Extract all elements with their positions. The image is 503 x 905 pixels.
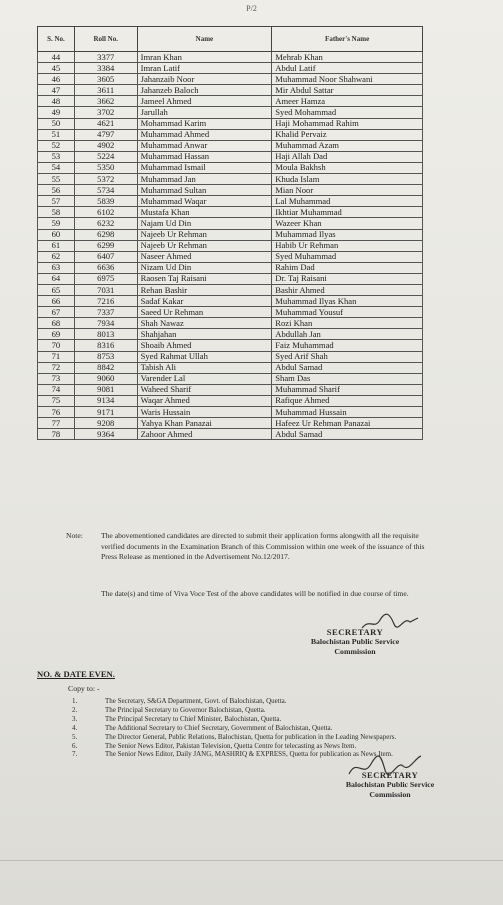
cell-roll-no: 3702 bbox=[74, 107, 137, 118]
cell-fathers-name: Sham Das bbox=[272, 373, 423, 384]
table-row bbox=[38, 96, 423, 107]
cell-roll-no: 3605 bbox=[74, 74, 137, 85]
cell-name: Najam Ud Din bbox=[137, 218, 272, 229]
cell-roll-no: 5734 bbox=[74, 185, 137, 196]
table-row bbox=[38, 307, 423, 318]
table-row bbox=[38, 196, 423, 207]
cell-roll-no: 8316 bbox=[74, 340, 137, 351]
cell-name: Zahoor Ahmed bbox=[137, 429, 272, 440]
table-row bbox=[38, 362, 423, 373]
cell-roll-no: 3662 bbox=[74, 96, 137, 107]
cell-fathers-name: Syed Muhammad bbox=[272, 251, 423, 262]
cell-name: Waqar Ahmed bbox=[137, 395, 272, 406]
cell-name: Mohammad Karim bbox=[137, 118, 272, 129]
cell-name: Shah Nawaz bbox=[137, 318, 272, 329]
cell-roll-no: 4902 bbox=[74, 140, 137, 151]
cell-sno: 47 bbox=[38, 85, 75, 96]
cell-roll-no: 6299 bbox=[74, 240, 137, 251]
cell-fathers-name: Ikhtiar Muhammad bbox=[272, 207, 423, 218]
cell-sno: 52 bbox=[38, 140, 75, 151]
cell-fathers-name: Muhammad Ilyas bbox=[272, 229, 423, 240]
cell-sno: 67 bbox=[38, 307, 75, 318]
cell-roll-no: 6407 bbox=[74, 251, 137, 262]
cell-name: Raosen Taj Raisani bbox=[137, 273, 272, 284]
cell-name: Syed Rahmat Ullah bbox=[137, 351, 272, 362]
cell-roll-no: 9060 bbox=[74, 373, 137, 384]
note-label: Note: bbox=[66, 531, 83, 540]
cell-name: Shoaib Ahmed bbox=[137, 340, 272, 351]
cell-fathers-name: Dr. Taj Raisani bbox=[272, 273, 423, 284]
copy-to-label: Copy to: - bbox=[68, 684, 100, 693]
signature-block-1 bbox=[295, 627, 415, 657]
cell-name: Muhammad Sultan bbox=[137, 185, 272, 196]
cell-roll-no: 3377 bbox=[74, 52, 137, 63]
table-row bbox=[38, 129, 423, 140]
cell-roll-no: 9171 bbox=[74, 407, 137, 418]
cell-name: Jahanzaib Noor bbox=[137, 74, 272, 85]
table-row bbox=[38, 418, 423, 429]
cell-sno: 69 bbox=[38, 329, 75, 340]
table-row bbox=[38, 229, 423, 240]
cell-roll-no: 5839 bbox=[74, 196, 137, 207]
cell-fathers-name: Muhammad Azam bbox=[272, 140, 423, 151]
cell-sno: 54 bbox=[38, 162, 75, 173]
table-row bbox=[38, 262, 423, 273]
cell-name: Saeed Ur Rehman bbox=[137, 307, 272, 318]
cell-fathers-name: Abdul Samad bbox=[272, 362, 423, 373]
cell-name: Muhammad Ahmed bbox=[137, 129, 272, 140]
cell-name: Muhammad Waqar bbox=[137, 196, 272, 207]
cell-fathers-name: Rafique Ahmed bbox=[272, 395, 423, 406]
cell-fathers-name: Rozi Khan bbox=[272, 318, 423, 329]
signature-org-line2: Commission bbox=[334, 647, 376, 656]
table-row bbox=[38, 395, 423, 406]
signature-title: SECRETARY bbox=[361, 770, 419, 780]
header-fathers-name: Father's Name bbox=[272, 27, 423, 52]
table-row bbox=[38, 74, 423, 85]
cell-fathers-name: Hafeez Ur Rehman Panazai bbox=[272, 418, 423, 429]
cell-roll-no: 9364 bbox=[74, 429, 137, 440]
divider bbox=[0, 860, 503, 861]
cell-sno: 71 bbox=[38, 351, 75, 362]
header-roll-no: Roll No. bbox=[74, 27, 137, 52]
list-item: 1. The Secretary, S&GA Department, Govt. of Balochistan, Quetta. bbox=[72, 697, 287, 705]
cell-name: Rehan Bashir bbox=[137, 284, 272, 295]
cell-fathers-name: Lal Muhammad bbox=[272, 196, 423, 207]
table-row bbox=[38, 407, 423, 418]
table-row bbox=[38, 296, 423, 307]
list-item: 2. The Principal Secretary to Governor Balochistan, Quetta. bbox=[72, 705, 266, 714]
cell-roll-no: 9208 bbox=[74, 418, 137, 429]
cell-sno: 55 bbox=[38, 174, 75, 185]
signature-block-2 bbox=[325, 770, 455, 800]
list-item: 5. The Director General, Public Relations, Balochistan, Quetta for publication in the Leading Newspapers. bbox=[72, 732, 397, 741]
table-row bbox=[38, 218, 423, 229]
cell-sno: 62 bbox=[38, 251, 75, 262]
cell-sno: 64 bbox=[38, 273, 75, 284]
cell-name: Yahya Khan Panazai bbox=[137, 418, 272, 429]
cell-sno: 70 bbox=[38, 340, 75, 351]
table-row bbox=[38, 240, 423, 251]
cell-fathers-name: Muhammad Hussain bbox=[272, 407, 423, 418]
cell-fathers-name: Moula Bakhsh bbox=[272, 162, 423, 173]
table-row bbox=[38, 273, 423, 284]
cell-roll-no: 8013 bbox=[74, 329, 137, 340]
cell-sno: 45 bbox=[38, 63, 75, 74]
cell-name: Waris Hussain bbox=[137, 407, 272, 418]
table-row bbox=[38, 140, 423, 151]
list-item: 6. The Senior News Editor, Pakistan Television, Quetta Centre for telecasting as News Item. bbox=[72, 741, 357, 750]
cell-roll-no: 8842 bbox=[74, 362, 137, 373]
cell-roll-no: 8753 bbox=[74, 351, 137, 362]
cell-sno: 49 bbox=[38, 107, 75, 118]
cell-roll-no: 5372 bbox=[74, 174, 137, 185]
cell-fathers-name: Muhammad Sharif bbox=[272, 384, 423, 395]
table-row bbox=[38, 162, 423, 173]
cell-name: Jarullah bbox=[137, 107, 272, 118]
cell-roll-no: 4797 bbox=[74, 129, 137, 140]
cell-roll-no: 4621 bbox=[74, 118, 137, 129]
table-row bbox=[38, 63, 423, 74]
table-row bbox=[38, 251, 423, 262]
copy-list bbox=[68, 697, 458, 759]
table-row bbox=[38, 329, 423, 340]
cell-name: Muhammad Hassan bbox=[137, 151, 272, 162]
cell-sno: 56 bbox=[38, 185, 75, 196]
cell-name: Naseer Ahmed bbox=[137, 251, 272, 262]
cell-roll-no: 7934 bbox=[74, 318, 137, 329]
cell-sno: 78 bbox=[38, 429, 75, 440]
cell-roll-no: 6232 bbox=[74, 218, 137, 229]
cell-name: Najeeb Ur Rehman bbox=[137, 229, 272, 240]
cell-sno: 58 bbox=[38, 207, 75, 218]
table-row bbox=[38, 52, 423, 63]
cell-name: Sadaf Kakar bbox=[137, 296, 272, 307]
signature-org-line2: Commission bbox=[369, 790, 411, 799]
cell-fathers-name: Rahim Dad bbox=[272, 262, 423, 273]
cell-sno: 74 bbox=[38, 384, 75, 395]
signature-title: SECRETARY bbox=[326, 627, 384, 637]
cell-sno: 44 bbox=[38, 52, 75, 63]
cell-roll-no: 6102 bbox=[74, 207, 137, 218]
cell-name: Muhammad Anwar bbox=[137, 140, 272, 151]
cell-name: Imran Khan bbox=[137, 52, 272, 63]
cell-sno: 73 bbox=[38, 373, 75, 384]
table-row bbox=[38, 340, 423, 351]
cell-fathers-name: Abdul Latif bbox=[272, 63, 423, 74]
cell-name: Najeeb Ur Rehman bbox=[137, 240, 272, 251]
cell-fathers-name: Khuda Islam bbox=[272, 174, 423, 185]
cell-sno: 72 bbox=[38, 362, 75, 373]
cell-fathers-name: Khalid Pervaiz bbox=[272, 129, 423, 140]
cell-roll-no: 3384 bbox=[74, 63, 137, 74]
cell-fathers-name: Haji Mohammad Rahim bbox=[272, 118, 423, 129]
cell-roll-no: 6975 bbox=[74, 273, 137, 284]
cell-fathers-name: Mir Abdul Sattar bbox=[272, 85, 423, 96]
list-item: 3. The Principal Secretary to Chief Minister, Balochistan, Quetta. bbox=[72, 714, 282, 723]
cell-fathers-name: Abdul Samad bbox=[272, 429, 423, 440]
table-row bbox=[38, 373, 423, 384]
cell-fathers-name: Muhammad Noor Shahwani bbox=[272, 74, 423, 85]
cell-name: Nizam Ud Din bbox=[137, 262, 272, 273]
cell-sno: 61 bbox=[38, 240, 75, 251]
table-row bbox=[38, 174, 423, 185]
cell-sno: 77 bbox=[38, 418, 75, 429]
table-row bbox=[38, 429, 423, 440]
cell-sno: 63 bbox=[38, 262, 75, 273]
cell-roll-no: 6636 bbox=[74, 262, 137, 273]
table-row bbox=[38, 318, 423, 329]
cell-name: Jameel Ahmed bbox=[137, 96, 272, 107]
cell-fathers-name: Habib Ur Rehman bbox=[272, 240, 423, 251]
table-row bbox=[38, 151, 423, 162]
cell-sno: 76 bbox=[38, 407, 75, 418]
cell-fathers-name: Syed Arif Shah bbox=[272, 351, 423, 362]
table-row bbox=[38, 118, 423, 129]
table-row bbox=[38, 284, 423, 295]
table-row bbox=[38, 384, 423, 395]
cell-sno: 75 bbox=[38, 395, 75, 406]
table-header-row bbox=[38, 27, 423, 52]
table-row bbox=[38, 351, 423, 362]
list-item: 4. The Additional Secretary to Chief Secretary, Government of Balochistan, Quetta. bbox=[72, 723, 333, 732]
signature-org: Balochistan Public Service bbox=[310, 637, 400, 646]
cell-name: Mustafa Khan bbox=[137, 207, 272, 218]
cell-sno: 66 bbox=[38, 296, 75, 307]
cell-roll-no: 5350 bbox=[74, 162, 137, 173]
cell-name: Muhammad Jan bbox=[137, 174, 272, 185]
cell-name: Shahjahan bbox=[137, 329, 272, 340]
cell-sno: 65 bbox=[38, 284, 75, 295]
cell-name: Tabish Ali bbox=[137, 362, 272, 373]
page-number: P/2 bbox=[246, 4, 257, 13]
cell-name: Jahanzeb Baloch bbox=[137, 85, 272, 96]
cell-name: Waheed Sharif bbox=[137, 384, 272, 395]
cell-roll-no: 9134 bbox=[74, 395, 137, 406]
cell-fathers-name: Ameer Hamza bbox=[272, 96, 423, 107]
cell-fathers-name: Haji Allah Dad bbox=[272, 151, 423, 162]
table-row bbox=[38, 185, 423, 196]
cell-name: Imran Latif bbox=[137, 63, 272, 74]
viva-voce-paragraph: The date(s) and time of Viva Voce Test of the above candidates will be notified in due course of time. bbox=[101, 589, 409, 598]
cell-sno: 48 bbox=[38, 96, 75, 107]
cell-roll-no: 6298 bbox=[74, 229, 137, 240]
header-sno: S. No. bbox=[38, 27, 75, 52]
cell-name: Varender Lal bbox=[137, 373, 272, 384]
note-block bbox=[66, 531, 426, 563]
cell-roll-no: 5224 bbox=[74, 151, 137, 162]
cell-sno: 51 bbox=[38, 129, 75, 140]
reference-line: NO. & DATE EVEN. bbox=[37, 669, 115, 679]
cell-fathers-name: Bashir Ahmed bbox=[272, 284, 423, 295]
cell-sno: 59 bbox=[38, 218, 75, 229]
cell-fathers-name: Mian Noor bbox=[272, 185, 423, 196]
table-row bbox=[38, 107, 423, 118]
table-row bbox=[38, 207, 423, 218]
cell-sno: 50 bbox=[38, 118, 75, 129]
cell-roll-no: 3611 bbox=[74, 85, 137, 96]
cell-fathers-name: Muhammad Ilyas Khan bbox=[272, 296, 423, 307]
cell-sno: 53 bbox=[38, 151, 75, 162]
cell-fathers-name: Faiz Muhammad bbox=[272, 340, 423, 351]
table-row bbox=[38, 85, 423, 96]
cell-fathers-name: Mehrab Khan bbox=[272, 52, 423, 63]
list-item: 7. The Senior News Editor, Daily JANG, MASHRIQ & EXPRESS, Quetta for publication as News Item. bbox=[72, 750, 393, 759]
note-text: The abovementioned candidates are directed to submit their application forms alongwith all the requisite verified documents in the Examination Branch of this Commission within one week of the issuance of this Press Release as mentioned in the Advertisement No.12/2017. bbox=[101, 531, 425, 561]
cell-roll-no: 7337 bbox=[74, 307, 137, 318]
header-name: Name bbox=[137, 27, 272, 52]
cell-sno: 57 bbox=[38, 196, 75, 207]
cell-roll-no: 9081 bbox=[74, 384, 137, 395]
cell-sno: 60 bbox=[38, 229, 75, 240]
cell-fathers-name: Muhammad Yousuf bbox=[272, 307, 423, 318]
cell-roll-no: 7031 bbox=[74, 284, 137, 295]
cell-roll-no: 7216 bbox=[74, 296, 137, 307]
cell-fathers-name: Syed Mohammad bbox=[272, 107, 423, 118]
cell-sno: 46 bbox=[38, 74, 75, 85]
candidates-table bbox=[37, 26, 423, 440]
cell-name: Muhammad Ismail bbox=[137, 162, 272, 173]
cell-fathers-name: Wazeer Khan bbox=[272, 218, 423, 229]
cell-sno: 68 bbox=[38, 318, 75, 329]
signature-org: Balochistan Public Service bbox=[345, 780, 435, 789]
cell-fathers-name: Abdullah Jan bbox=[272, 329, 423, 340]
